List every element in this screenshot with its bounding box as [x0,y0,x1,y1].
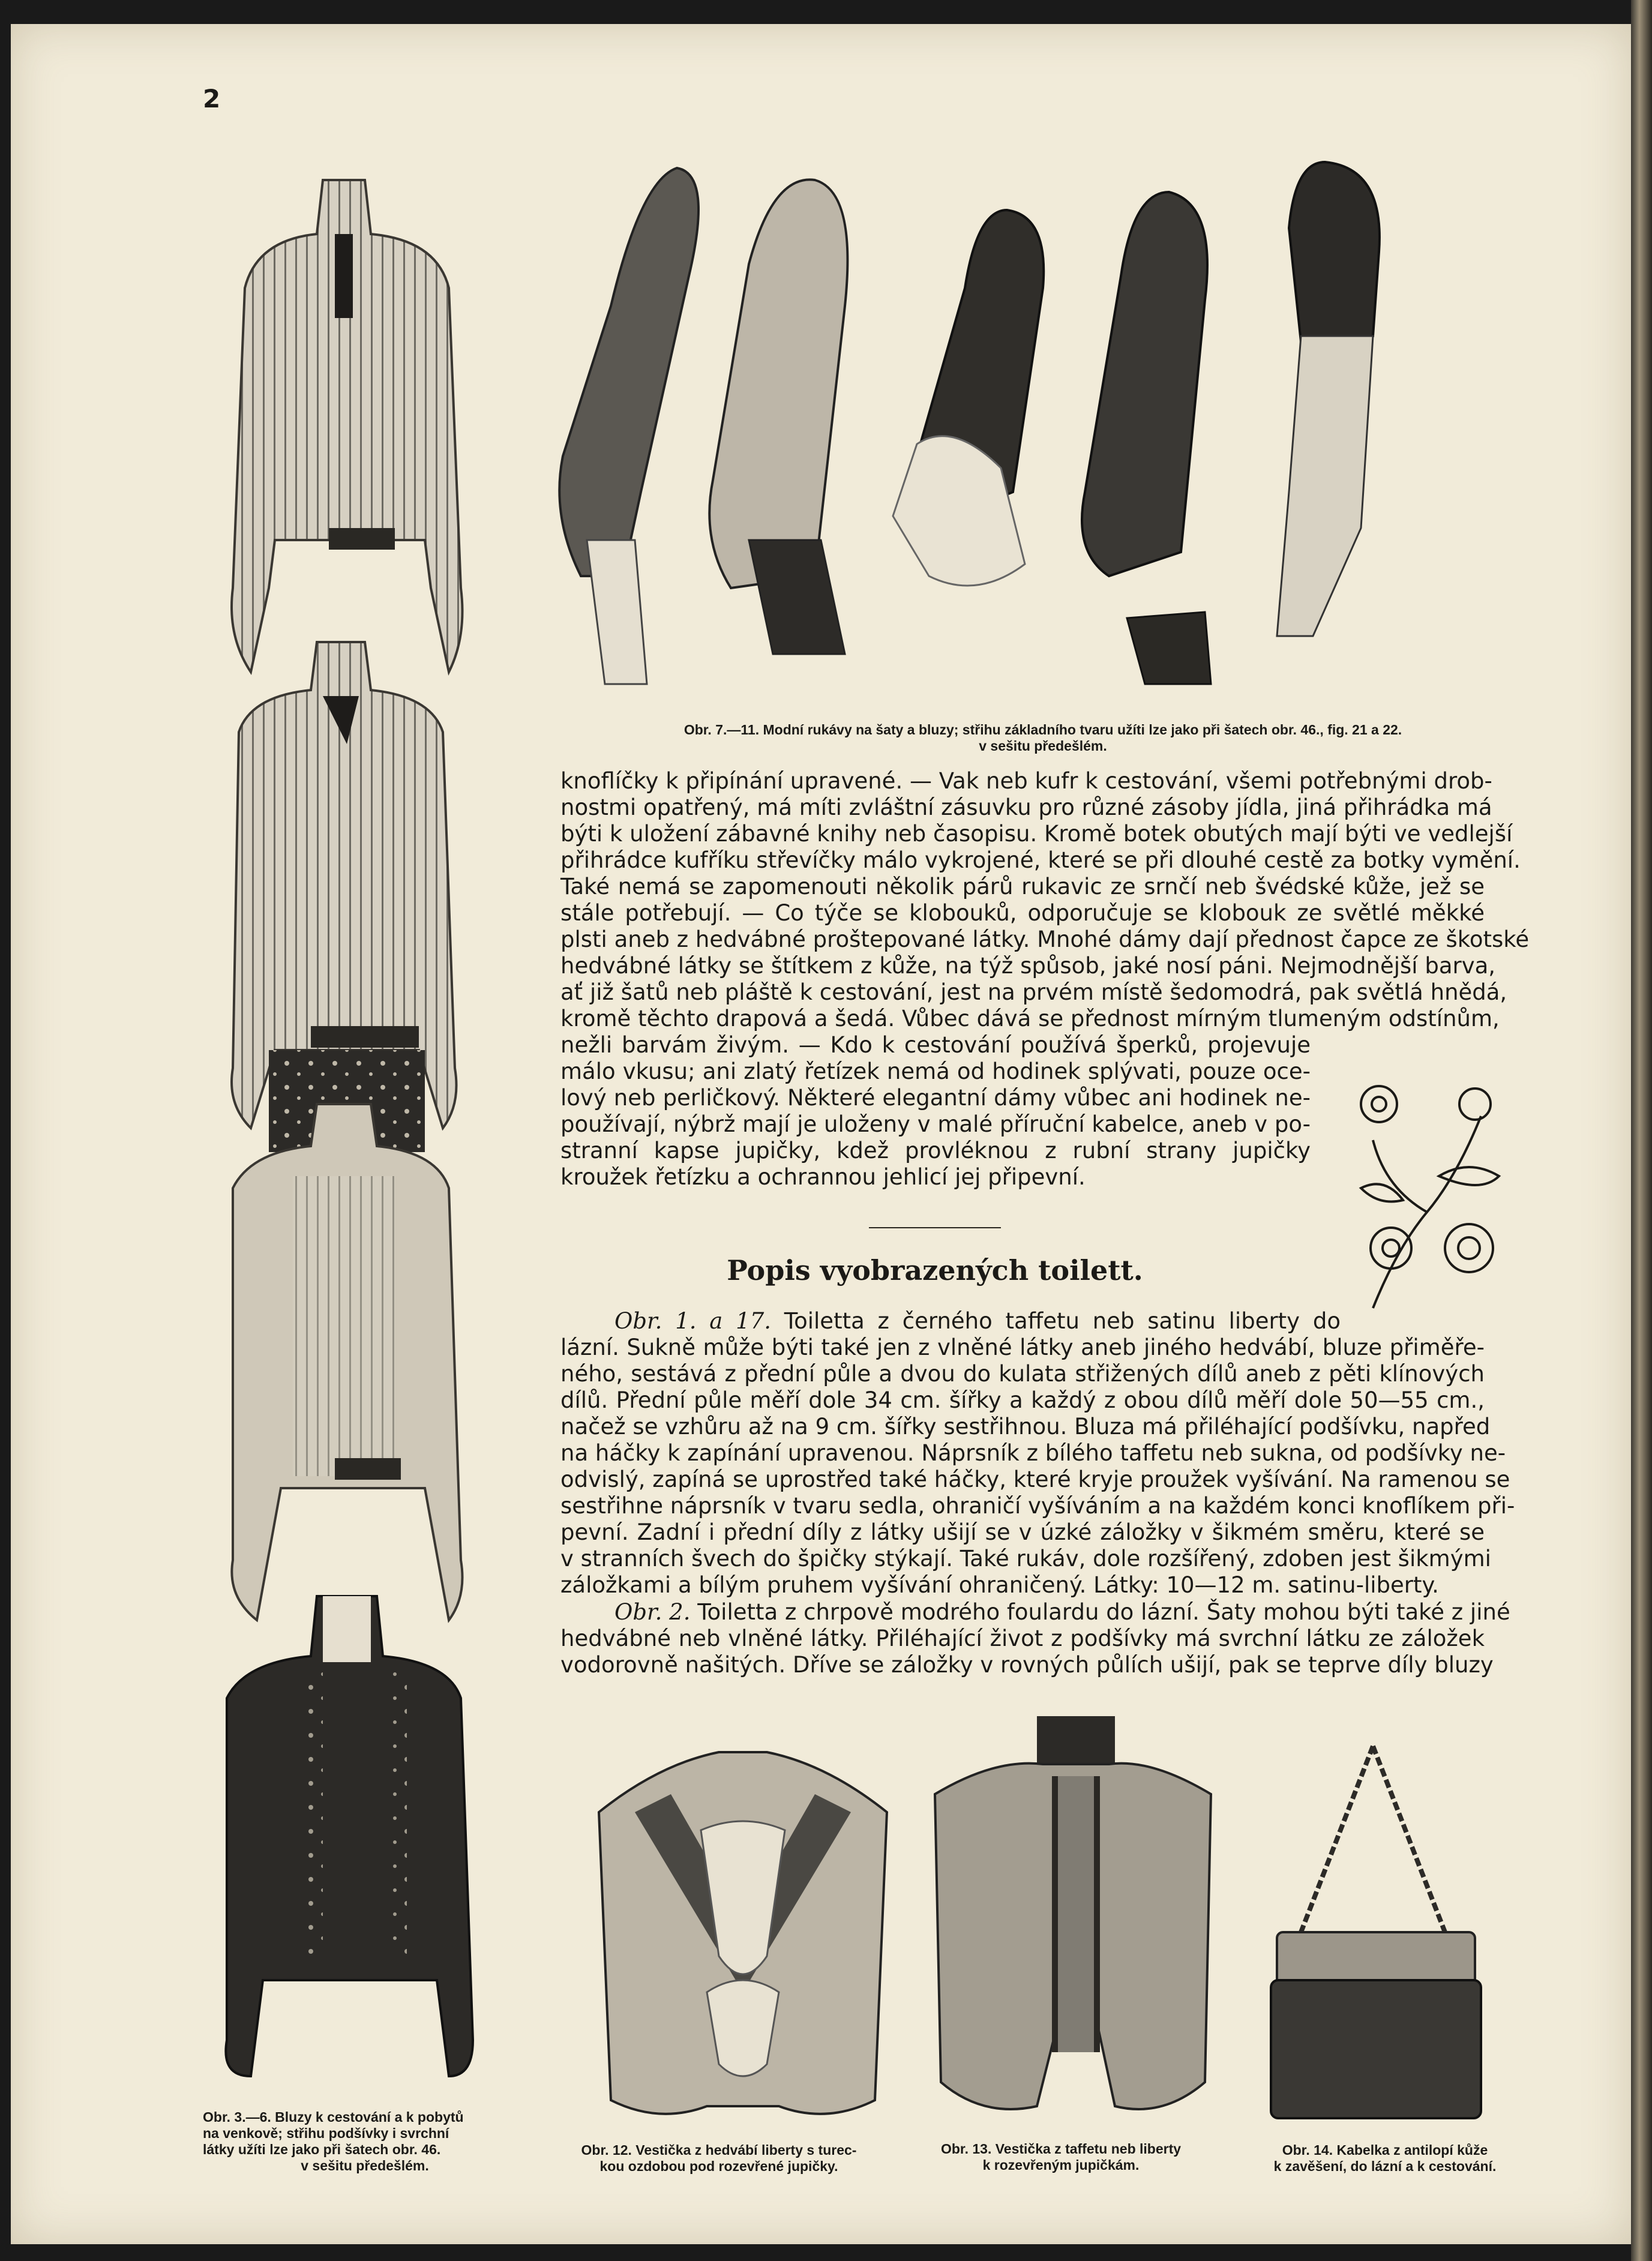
blouses-caption-line: látky užíti lze jako při šatech obr. 46. [203,2142,441,2157]
text-line: sestřihne náprsník v tvaru sedla, ohraničí vyšíváním a na každém konci knoflíkem při- [560,1493,1515,1519]
handbag-fig14-illustration [1265,1740,1487,2124]
fig13-caption-line: k rozevřeným jupičkám. [982,2157,1140,2173]
sleeves-caption [575,722,1511,754]
paragraph-travel [560,768,1530,1191]
text-line: kroužek řetízku a ochrannou jehlicí jej připevní. [560,1164,1086,1190]
floral-ornament [1349,1068,1517,1320]
text-line: ného, sestává z přední půle a dvou do kulata střižených dílů aneb z pěti klínových [560,1361,1485,1387]
text-line: ať již šatů neb pláště k cestování, jest na prvém místě šedomodrá, pak světlá hnědá, [560,979,1507,1005]
text-line: nežli barvám živým. — Kdo k cestování používá šperků, projevuje [560,1032,1311,1058]
text-line: hedvábné neb vlněné látky. Přiléhající život z podšívky má svrchní látku ze záložek [560,1626,1485,1651]
paragraph-obr-1 [560,1308,1515,1599]
fig14-caption [1229,2142,1541,2175]
text-line [560,1599,1510,1626]
fig12-caption-line: Obr. 12. Vestička z hedvábí liberty s turec- [581,2142,857,2158]
text-line: přihrádce kufříku střevíčky málo vykrojené, které se při dlouhé cestě za botky vymění. [560,847,1521,873]
text-line: lový neb perličkový. Některé elegantní dámy vůbec ani hodinek ne- [560,1085,1311,1111]
sleeves-caption-line-2: v sešitu předešlém. [979,738,1107,754]
figure-reference: Obr. 2. [614,1599,691,1625]
text-line: stále potřebují. — Co týče se klobouků, odporučuje se klobouk ze světlé měkké [560,900,1485,926]
text-line: na háčky k zapínání upravenou. Náprsník z bílého taffetu neb sukna, od podšívky ne- [560,1440,1506,1466]
text-line: dílů. Přední půle měří dole 34 cm. šířky a každý z obou dílů měří dole 50—55 cm., [560,1387,1485,1413]
text-span: Toiletta z černého taffetu neb satinu liberty do [784,1308,1341,1334]
blouses-caption-line: na venkově; střihu podšívky i svrchní [203,2125,449,2141]
page-number: 2 [203,84,221,113]
text-line: pevní. Zadní i přední díly z látky ušijí se v úzké záložky v šikmém směru, které se [560,1519,1485,1545]
text-line: vodorovně našitých. Dříve se záložky v rovných půlích ušijí, pak se teprve díly bluzy [560,1652,1494,1678]
fig12-caption-line: kou ozdobou pod rozevřené jupičky. [599,2158,838,2174]
text-line: používají, nýbrž mají je uloženy v malé příruční kabelce, aneb v po- [560,1111,1311,1137]
text-line: načež se vzhůru až na 9 cm. šířky sestřihnou. Bluza má přiléhající podšívku, napřed [560,1414,1491,1440]
text-line [560,1308,1341,1335]
text-line: kromě těchto drapová a šedá. Vůbec dává se přednost mírným tlumeným odstínům, [560,1006,1500,1031]
text-line: odvislý, zapíná se uprostřed také háčky, které kryje proužek vyšívání. Na ramenou se [560,1467,1510,1492]
fig14-caption-line: Obr. 14. Kabelka z antilopí kůže [1282,2142,1488,2158]
fig13-caption [899,2141,1223,2173]
fig13-caption-line: Obr. 13. Vestička z taffetu neb liberty [940,2141,1182,2157]
text-line: knoflíčky k připínání upravené. — Vak neb kufr k cestování, všemi potřebnými drob- [560,768,1492,794]
text-line: málo vkusu; ani zlatý řetízek nemá od hodinek splývati, pouze oce- [560,1058,1311,1084]
text-span: Toiletta z chrpově modrého foulardu do lázní. Šaty mohou býti také z jiné [697,1599,1510,1625]
book-binding-edge [1631,0,1652,2261]
blouses-caption-line: Obr. 3.—6. Bluzy k cestování a k pobytů [203,2109,464,2125]
blouses-caption-line: v sešitu předešlém. [301,2158,429,2173]
text-line: záložkami a bílým pruhem vyšívání ohraničený. Látky: 10—12 m. satinu-liberty. [560,1572,1439,1598]
blouses-caption [203,2109,527,2174]
text-line: hedvábné látky se štítkem z kůže, na týž spůsob, jaké nosí páni. Nejmodnější barva, [560,953,1496,979]
vest-fig12-illustration [587,1740,899,2130]
text-line: býti k uložení zábavné knihy neb časopisu. Kromě botek obutých mají býti ve vedlejší [560,821,1513,847]
paragraph-obr-2 [560,1599,1510,1678]
fig14-caption-line: k zavěšení, do lázní a k cestování. [1273,2158,1497,2174]
sleeves-illustration [533,156,1493,714]
text-line: nostmi opatřený, má míti zvláštní zásuvku pro různé zásoby jídla, jiná přihrádka má [560,794,1492,820]
figure-reference: Obr. 1. a 17. [614,1308,771,1334]
text-line: lázní. Sukně může býti také jen z vlněné látky aneb jiného hedvábí, bluze přiměře- [560,1335,1485,1360]
text-line: stranní kapse jupičky, kdež provléknou z rubní strany jupičky [560,1138,1311,1164]
vest-fig13-illustration [923,1710,1223,2130]
blouses-illustration [209,168,533,2088]
section-divider [869,1227,1001,1228]
magazine-page [11,24,1631,2244]
section-heading: Popis vyobrazených toilett. [727,1254,1143,1287]
sleeves-caption-line-1: Obr. 7.—11. Modní rukávy na šaty a bluzy; střihu základního tvaru užíti lze jako při šatech obr. 46., fig. 21 a 22. [683,722,1402,737]
text-line: Také nemá se zapomenouti několik párů rukavic ze srnčí neb švédské kůže, jež se [560,874,1485,899]
fig12-caption [551,2142,887,2175]
text-line: plsti aneb z hedvábné proštepované látky. Mnohé dámy dají přednost čapce ze škotské [560,926,1530,952]
text-line: v stranních švech do špičky stýkají. Také rukáv, dole rozšířený, zdoben jest šikmými [560,1546,1491,1572]
